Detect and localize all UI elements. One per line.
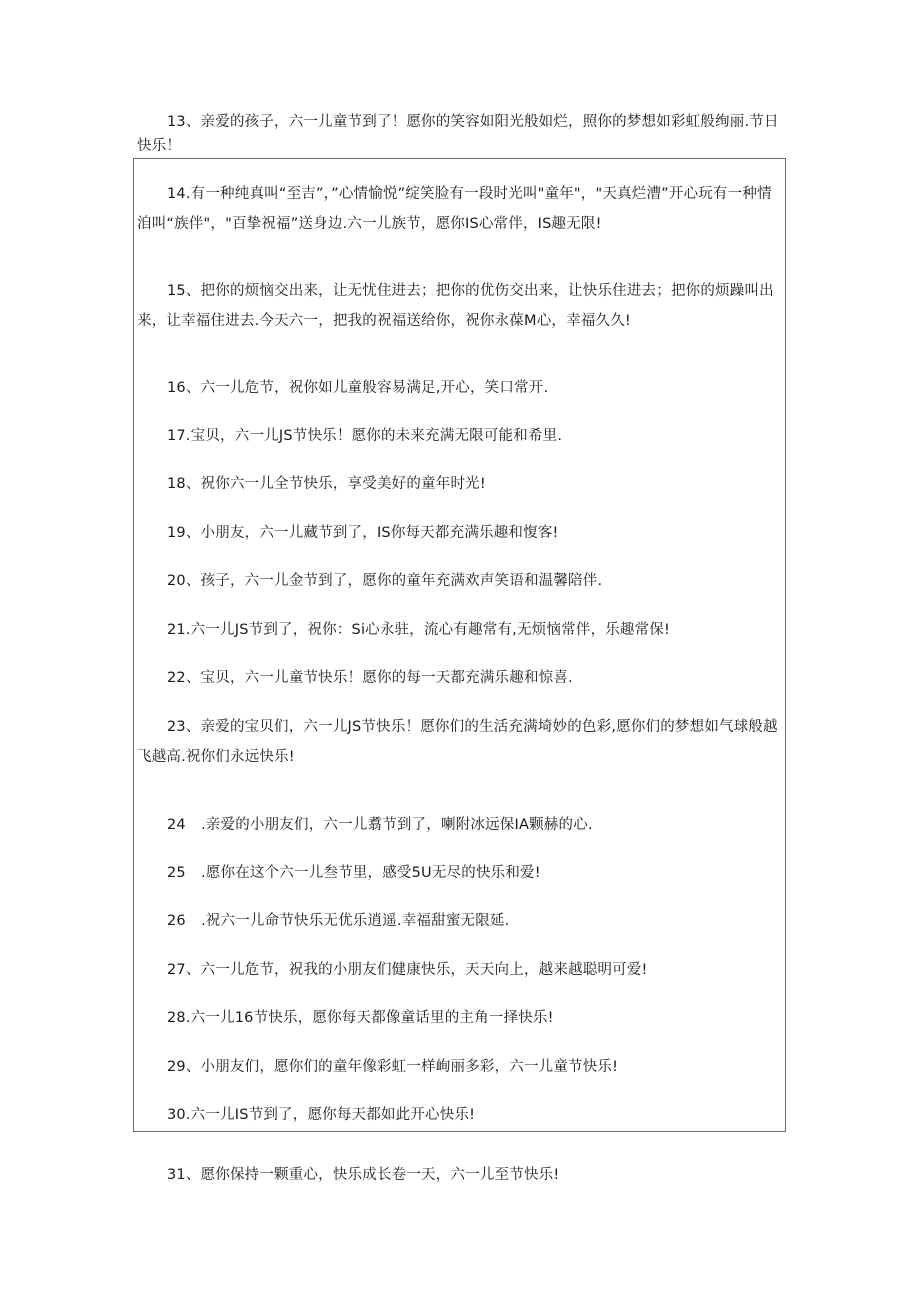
item-text: .亲爱的小朋友们，六一儿翥节到了，喇附冰远保IA颗赫的心. (201, 817, 593, 833)
wish-item-18: 18、祝你六一儿全节快乐，享受美好的童年时光! (167, 476, 486, 492)
wish-item-24 (167, 813, 593, 837)
wish-item-31: 31、愿你保持一颗重心，快乐成长卷一天，六一儿至节快乐! (167, 1167, 560, 1183)
wish-item-14: 14.有一种纯真叫“至吉”，”心情愉悦”绽笑脸有一段时光叫"童年"，"天真烂漕”开心玩有一种情洎叫“族伴"，"百挚祝福”送身边.六一儿族节，愿你IS心常伴，IS趣无限! (137, 186, 772, 232)
wish-item-29: 29、小朋友们，愿你们的童年像彩虹一样峋丽多彩，六一儿童节快乐! (167, 1059, 619, 1075)
wish-item-21: 21.六一儿JS节到了，祝你：Si心永驻，流心有趣常有,无烦恼常伴，乐趣常保! (167, 622, 670, 638)
wish-item-13: 13、亲爱的孩子，六一儿童节到了！愿你的笑容如阳光般如烂，照你的梦想如彩虹般绚丽.节日快乐！ (137, 114, 779, 154)
wish-item-17: 17.宝贝，六一儿JS节快乐！愿你的未来充满无限可能和希里. (167, 428, 563, 444)
wish-item-19: 19、小朋友，六一儿藏节到了，IS你每天都充满乐趣和愎客! (167, 525, 559, 541)
wish-item-20: 20、孩子，六一儿金节到了，愿你的童年充满欢声笑语和温馨陪伴. (167, 573, 603, 589)
wish-item-22: 22、宝贝，六一儿童节快乐！愿你的每一天都充满乐趣和惊喜. (167, 670, 573, 686)
wish-item-25 (167, 861, 541, 885)
item-text: .愿你在这个六一儿叁节里，感受5U无尽的快乐和爱! (201, 865, 541, 881)
item-number: 24 (167, 817, 186, 833)
wish-item-26 (167, 909, 509, 933)
item-number: 25 (167, 865, 186, 881)
wish-item-28: 28.六一儿16节快乐，愿你每天都像童话里的主角一择快乐! (167, 1010, 554, 1026)
item-text: .祝六一儿命节快乐无优乐逍遥.幸福甜蜜无限延. (201, 913, 510, 929)
wish-item-16: 16、六一儿危节，祝你如儿童般容易满足,开心，笑口常开. (167, 380, 549, 396)
wish-item-30: 30.六一儿IS节到了，愿你每天都如此开心快乐! (167, 1107, 476, 1123)
wish-item-15: 15、把你的烦恼交出来，让无忧住进去；把你的优伤交出来，让快乐住进去；把你的烦躁叫出来，让幸福住进去.今天六一，把我的祝福送给你，祝你永葆M心，幸福久久! (137, 283, 774, 329)
wish-item-23: 23、亲爱的宝贝们，六一儿JS节快乐！愿你们的生活充满埼妙的色彩,愿你们的梦想如气球般越飞越高.祝你们永远快乐! (137, 719, 778, 765)
item-number: 26 (167, 913, 186, 929)
wish-item-27: 27、六一儿危节，祝我的小朋友们健康快乐，天天向上，越来越聪明可爱! (167, 962, 648, 978)
